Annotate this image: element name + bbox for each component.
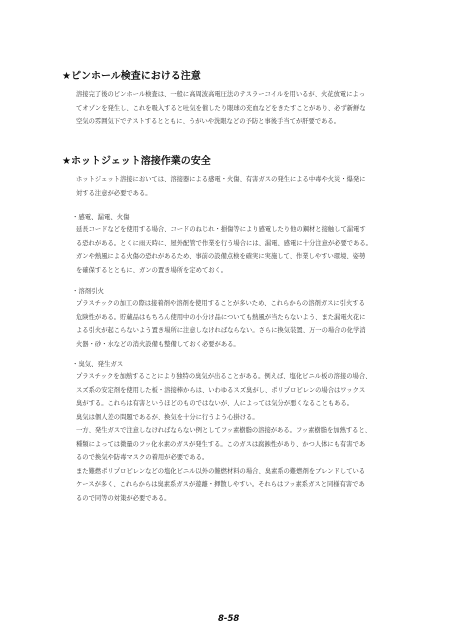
paragraph-line: 臭がする。これらは有害というほどのものではないが、人によっては気分が悪くなることもある。 — [76, 400, 354, 407]
pinhole-inspection-paragraph — [76, 88, 398, 129]
subheading-electric-shock-burns: ・感電、漏電、火傷 — [72, 213, 130, 221]
paragraph-line: 臭気は個人差の問題であるが、換気を十分に行うよう心掛ける。 — [76, 413, 259, 421]
odor-generated-gas-paragraph — [76, 370, 398, 505]
paragraph-line: プラスチックの加工の際は接着剤や溶剤を使用することが多いため、これらからの溶剤ガスに引火する — [76, 300, 365, 307]
paragraph-line: また難燃ポリプロピレンなどの塩化ビニル以外の難燃材料の場合、臭素系の難燃剤をブレンドしている — [76, 467, 366, 475]
section-heading-hot-jet-welding-safety: ★ホットジェット溶接作業の安全 — [62, 156, 211, 167]
electric-shock-burns-paragraph — [76, 223, 398, 277]
solvent-ignition-paragraph — [76, 297, 398, 351]
paragraph-line: るので同等の対策が必要である。 — [76, 494, 171, 502]
paragraph-line: てオゾンを発生し、これを吸入すると吐気を催したり眼球の充血などをきたすことがあり、必ず新鮮な — [76, 104, 366, 112]
paragraph-line: 空気の雰囲気下でテストするとともに、うがいや洗眼などの予防と事後手当てが肝要である。 — [76, 118, 341, 125]
subheading-solvent-ignition: ・溶剤引火 — [72, 287, 104, 295]
paragraph-line: る恐れがある。とくに雨天時に、屋外配管で作業を行う場合には、漏電、感電に十分注意が必要である。 — [76, 239, 372, 247]
paragraph-line: 対する注意が必要である。 — [76, 189, 152, 197]
paragraph-line: ケースが多く、これらからは臭素系ガスが遊離・揮散しやすい。それらはフッ素系ガスと同様有害であ — [76, 481, 365, 488]
paragraph-line: 種類によっては微量のフッ化水素のガスが発生する。このガスは腐蝕性があり、かつ人体にも有害であ — [76, 440, 366, 448]
paragraph-line: 危険性がある。貯蔵品はもちろん使用中の小分け品についても熱風が当たらないよう、また漏電火花に — [76, 313, 366, 321]
paragraph-line: ガンや熱風による火傷の恐れがあるため、事前の設備点検を確実に実施して、作業しやすい環境、姿勢 — [76, 253, 366, 260]
paragraph-line: るので換気や防毒マスクの着用が必要である。 — [76, 454, 209, 461]
paragraph-line: 一方、発生ガスで注意しなければならない例としてフッ素樹脂の溶接がある。フッ素樹脂を加熱すると、 — [76, 427, 372, 434]
section-heading-pinhole-inspection: ★ピンホール検査における注意 — [62, 71, 201, 82]
paragraph-line: プラスチックを加熱することにより独特の臭気が出ることがある。例えば、塩化ビニル板の溶接の場合、 — [76, 373, 372, 380]
paragraph-line: 延長コードなどを使用する場合、コードのねじれ・損傷等により感電したり他の鋼材と接触して漏電す — [76, 226, 366, 233]
paragraph-line: ホットジェット溶接においては、溶接器による感電・火傷、有害ガスの発生による中毒や火災・爆発に — [76, 176, 366, 183]
paragraph-line: 溶接完了後のピンホール検査は、一般に高周波高電圧法のテスラーコイルを用いるが、火花放電によっ — [76, 91, 366, 98]
paragraph-line: 火器・砂・水などの消火設備も整備しておく必要がある。 — [76, 340, 240, 348]
page-number: 8-58 — [218, 614, 240, 624]
paragraph-line: よる引火が起こらないよう置き場所に注意しなければならない。さらに換気装置、万一の場合の化学消 — [76, 327, 366, 334]
paragraph-line: を確保するとともに、ガンの置き場所を定めておく。 — [76, 266, 227, 274]
paragraph-line: スズ系の安定剤を使用した板・溶接棒からは、いわゆるスズ臭がし、ポリプロピレンの場合はワックス — [76, 386, 366, 394]
hot-jet-intro-paragraph — [76, 173, 398, 200]
subheading-odor-generated-gas: ・臭気、発生ガス — [72, 360, 124, 368]
